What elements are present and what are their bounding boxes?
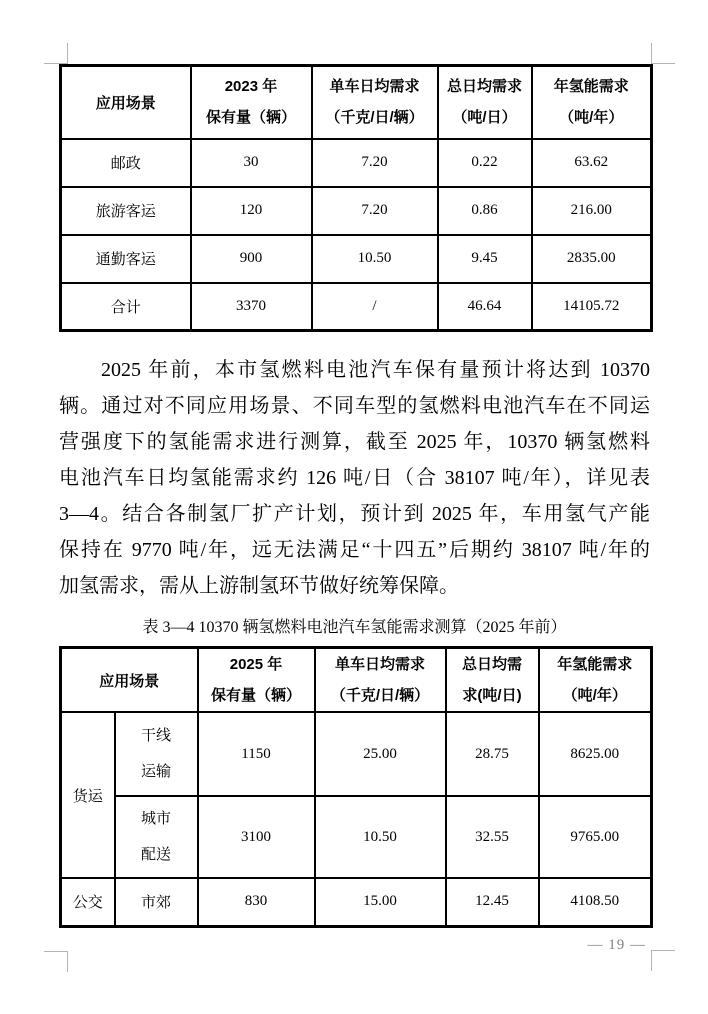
- cell-line: 运输: [141, 764, 172, 780]
- cell-fleet: 1150: [198, 712, 315, 796]
- cell-per-vehicle: 15.00: [315, 878, 446, 926]
- table1-header-row: [61, 66, 652, 139]
- cell-scene: 邮政: [61, 139, 191, 187]
- cell-scene: 通勤客运: [61, 235, 191, 283]
- table2-caption: 表 3—4 10370 辆氢燃料电池汽车氢能需求测算（2025 年前）: [142, 619, 567, 636]
- header-line: 单车日均需求: [329, 78, 420, 96]
- cell-line: 城市: [141, 811, 172, 827]
- cell-fleet: 3370: [191, 283, 312, 331]
- header-line: （吨/年）: [562, 687, 627, 704]
- cell-annual: 14105.72: [532, 283, 652, 331]
- cell-annual: 8625.00: [539, 712, 652, 796]
- header-line: 年氢能需求: [557, 656, 633, 673]
- table2-header-per-vehicle: [315, 648, 446, 713]
- table1-header-fleet: [191, 66, 312, 139]
- hydrogen-demand-table-2023: [59, 64, 653, 332]
- cell-scene-group: 公交: [61, 878, 115, 926]
- table2-header-fleet: [198, 648, 315, 713]
- header-line: （吨/日）: [452, 109, 517, 127]
- table1-header-daily-total: [438, 66, 532, 139]
- header-line: 保有量（辆）: [205, 109, 296, 127]
- cell-per-vehicle: 10.50: [312, 235, 438, 283]
- cell-annual: 9765.00: [539, 796, 652, 878]
- cell-scene-sub: 市郊: [115, 878, 198, 926]
- page-corner-mark-top-left: [44, 43, 68, 64]
- header-line: 年氢能需求: [553, 78, 629, 96]
- header-line: 2025 年: [229, 656, 283, 673]
- table-row: [61, 796, 652, 878]
- page-number: — 19 —: [587, 937, 646, 953]
- header-line: 单车日均需求: [335, 656, 426, 673]
- cell-daily: 46.64: [438, 283, 532, 331]
- header-line: （千克/日/辆）: [325, 109, 424, 127]
- cell-annual: 63.62: [532, 139, 652, 187]
- cell-annual: 2835.00: [532, 235, 652, 283]
- cell-per-vehicle: 10.50: [315, 796, 446, 878]
- paragraph-line: 营强度下的氢能需求进行测算，截至 2025 年，10370 辆氢燃料: [59, 431, 650, 453]
- cell-scene-sub: [115, 796, 198, 878]
- table1-header-per-vehicle: [312, 66, 438, 139]
- cell-per-vehicle: 7.20: [312, 187, 438, 235]
- cell-per-vehicle: 25.00: [315, 712, 446, 796]
- table-row: [61, 235, 652, 283]
- cell-scene-sub: [115, 712, 198, 796]
- table1-header-annual: [532, 66, 652, 139]
- cell-fleet: 830: [198, 878, 315, 926]
- body-paragraph: [59, 352, 650, 604]
- cell-line: 配送: [141, 847, 172, 863]
- table2-header-row: [61, 648, 652, 713]
- cell-daily: 28.75: [446, 712, 539, 796]
- paragraph-line: 电池汽车日均氢能需求约 126 吨/日（合 38107 吨/年），详见表: [59, 467, 650, 489]
- page-corner-mark-top-right: [651, 43, 675, 64]
- paragraph-line: 加氢需求，需从上游制氢环节做好统筹保障。: [59, 575, 459, 597]
- cell-daily: 0.22: [438, 139, 532, 187]
- table2-header-annual: [539, 648, 652, 713]
- table-row-total: [61, 283, 652, 331]
- paragraph-line: 2025 年前，本市氢燃料电池汽车保有量预计将达到 10370: [101, 359, 650, 381]
- table2-header-scene: 应用场景: [61, 648, 198, 713]
- cell-per-vehicle: 7.20: [312, 139, 438, 187]
- cell-line: 干线: [141, 728, 172, 744]
- cell-scene-group: 货运: [61, 712, 115, 878]
- cell-daily: 12.45: [446, 878, 539, 926]
- header-line: 2023 年: [224, 78, 278, 96]
- header-line: 总日均需: [462, 656, 523, 673]
- cell-daily: 32.55: [446, 796, 539, 878]
- cell-fleet: 900: [191, 235, 312, 283]
- cell-daily: 0.86: [438, 187, 532, 235]
- paragraph-line: 3—4。结合各制氢厂扩产计划，预计到 2025 年，车用氢气产能: [59, 503, 650, 525]
- cell-fleet: 3100: [198, 796, 315, 878]
- table-row: [61, 139, 652, 187]
- header-line: （吨/年）: [559, 109, 624, 127]
- cell-annual: 4108.50: [539, 878, 652, 926]
- cell-scene: 旅游客运: [61, 187, 191, 235]
- table-row: [61, 712, 652, 796]
- paragraph-line: 辆。通过对不同应用场景、不同车型的氢燃料电池汽车在不同运: [59, 395, 650, 417]
- cell-annual: 216.00: [532, 187, 652, 235]
- cell-fleet: 30: [191, 139, 312, 187]
- table-row: [61, 187, 652, 235]
- header-line: 求(吨/日): [462, 687, 522, 704]
- cell-daily: 9.45: [438, 235, 532, 283]
- cell-scene: 合计: [61, 283, 191, 331]
- paragraph-line: 保持在 9770 吨/年，远无法满足“十四五”后期约 38107 吨/年的: [59, 539, 650, 561]
- header-line: 总日均需求: [446, 78, 522, 96]
- header-line: （千克/日/辆）: [330, 687, 430, 704]
- hydrogen-demand-table-2025: [59, 646, 653, 928]
- page-content: [59, 64, 650, 928]
- cell-fleet: 120: [191, 187, 312, 235]
- header-line: 保有量（辆）: [211, 687, 302, 704]
- table2-header-daily-total: [446, 648, 539, 713]
- table-row: [61, 878, 652, 926]
- page-corner-mark-bottom-right: [651, 950, 675, 971]
- cell-per-vehicle: /: [312, 283, 438, 331]
- table1-header-scene: 应用场景: [61, 66, 191, 139]
- page-corner-mark-bottom-left: [44, 951, 68, 972]
